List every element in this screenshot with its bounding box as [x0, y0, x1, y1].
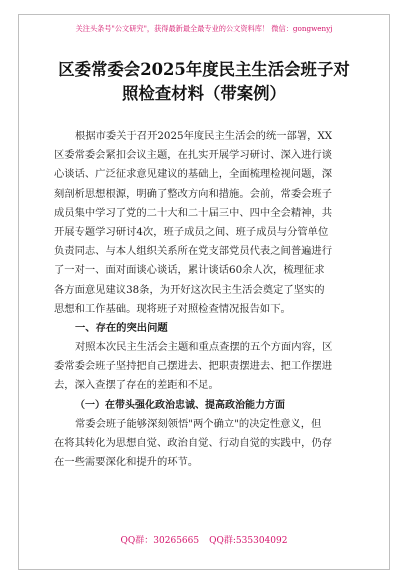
- paragraph-line: 委常委会班子坚持把自己摆进去、把职责摆进去、把工作摆进: [54, 360, 333, 373]
- paragraph-line: 各方面意见建议38条，为开好这次民主生活会奠定了坚实的: [54, 283, 325, 296]
- document-title: [40, 58, 368, 106]
- footer-qq-group-1: QQ群：30265665: [120, 536, 200, 546]
- document-body: [54, 127, 356, 472]
- paragraph-line: 了一对一、面对面谈心谈话，累计谈话60余人次，梳理征求: [54, 264, 325, 277]
- paragraph-line: 对照本次民主生活会主题和重点查摆的五个方面内容，区: [75, 341, 333, 354]
- paragraph-line: 常委会班子能够深刻领悟"两个确立"的决定性意义，但: [75, 417, 322, 430]
- paragraph-line: 区委常委会紧扣会议主题，在扎实开展学习研讨、深入进行谈: [54, 149, 333, 162]
- paragraph-line: 去，深入查摆了存在的差距和不足。: [54, 379, 219, 392]
- subsection-heading: （一）在带头强化政治忠诚、提高政治能力方面: [75, 399, 285, 411]
- paragraph-line: 在将其转化为思想自觉、政治自觉、行动自觉的实践中，仍存: [54, 437, 333, 449]
- paragraph-line: 心谈话、广泛征求意见建议的基础上，全面梳理检视问题，深: [54, 168, 333, 181]
- paragraph-line: 根据市委关于召开2025年度民主生活会的统一部署，XX: [75, 130, 333, 142]
- footer-qq-group-2: QQ群:535304092: [209, 536, 288, 546]
- title-line-2: 照检查材料（带案例）: [122, 84, 286, 103]
- paragraph-line: 开展专题学习研讨4次，班子成员之间、班子成员与分管单位: [54, 225, 329, 238]
- paragraph-line: 思想和工作基础。现将班子对照检查情况报告如下。: [54, 302, 291, 315]
- title-line-1: 区委常委会2025年度民主生活会班子对: [58, 60, 350, 79]
- footer-contact: [0, 535, 408, 547]
- section-heading: 一、存在的突出问题: [75, 321, 168, 334]
- paragraph-line: 负责同志、与本人组织关系所在党支部党员代表之间普遍进行: [54, 245, 333, 258]
- paragraph-line: 在一些需要深化和提升的环节。: [54, 456, 199, 469]
- paragraph-line: 成员集中学习了党的二十大和二十届三中、四中全会精神，共: [54, 206, 333, 219]
- header-notice: 关注头条号"公文研究"，获得最新最全最专业的公文资料库！ 微信：gongwenyj: [75, 24, 333, 33]
- paragraph-line: 刻剖析思想根源，明确了整改方向和措施。会前，常委会班子: [54, 187, 333, 200]
